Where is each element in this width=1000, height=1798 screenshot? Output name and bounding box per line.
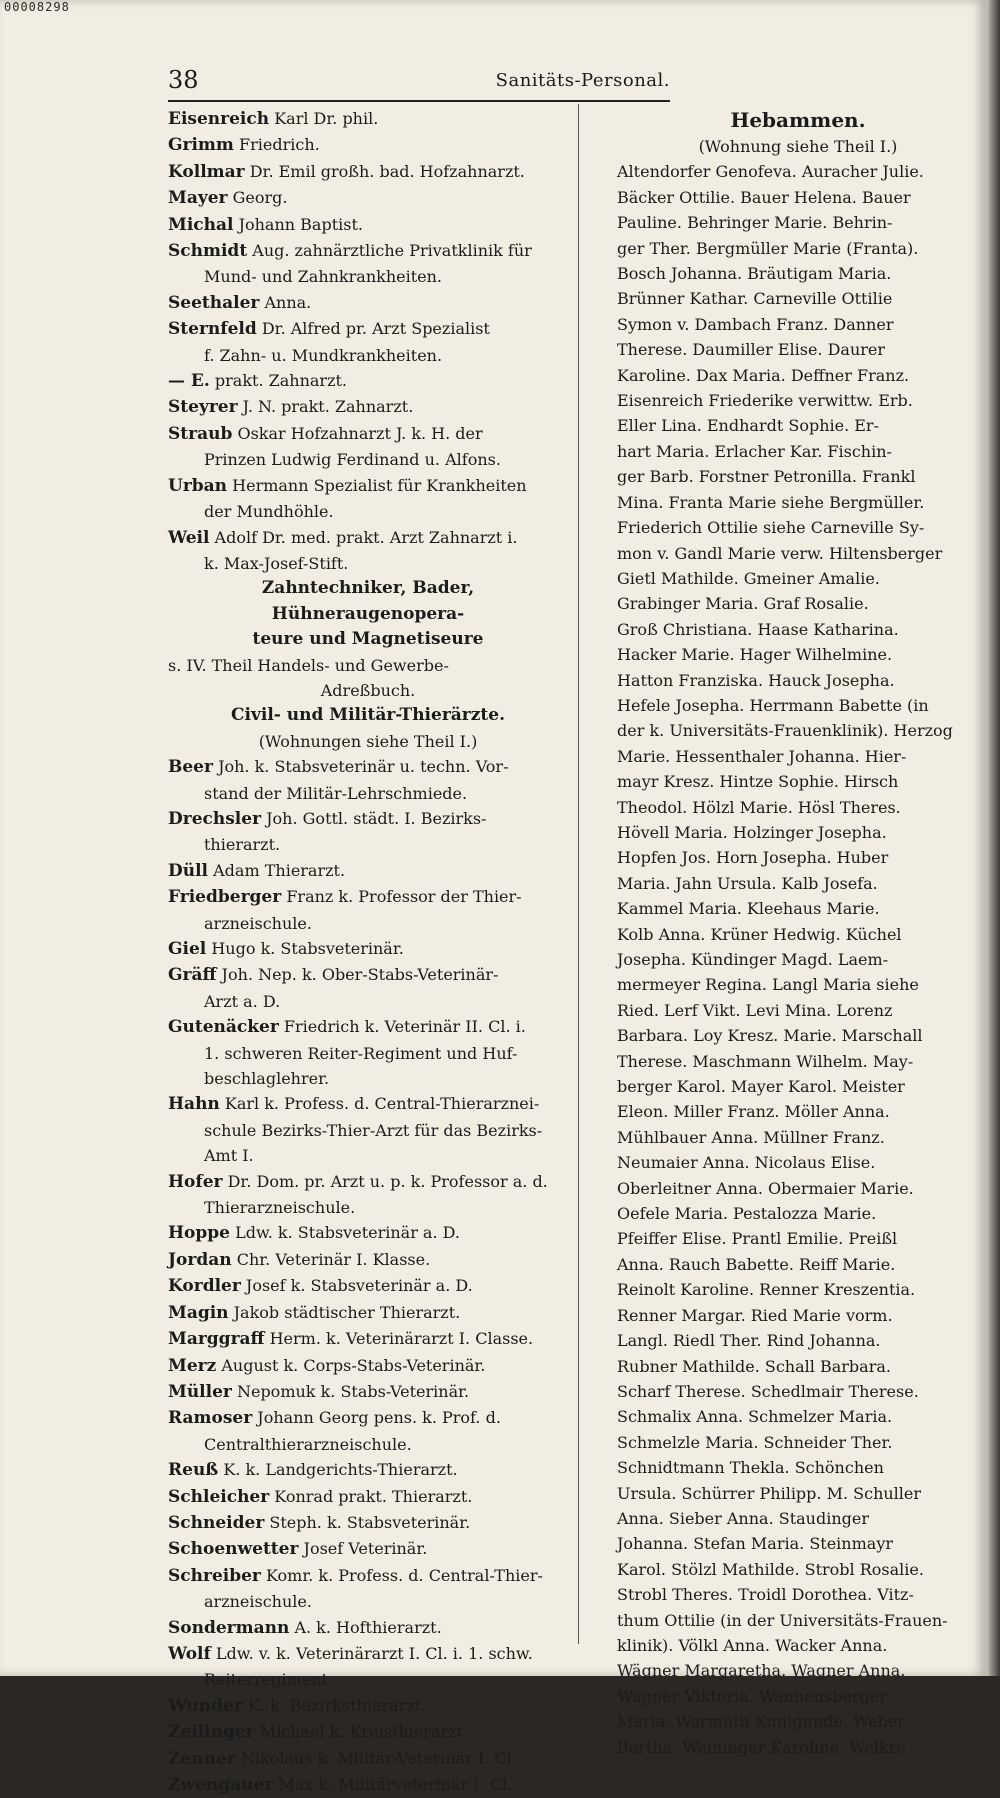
- directory-entry: [168, 1169, 568, 1195]
- entry-details: Dr. Dom. pr. Arzt u. p. k. Professor a. d.: [227, 1171, 548, 1191]
- directory-entry: [168, 962, 568, 988]
- directory-entry: [168, 1563, 568, 1589]
- entry-details: Adolf Dr. med. prakt. Arzt Zahnarzt i.: [214, 527, 518, 547]
- directory-entry: [168, 316, 568, 342]
- entry-details: Hermann Spezialist für Krankheiten: [232, 475, 527, 495]
- directory-entry: [168, 212, 568, 238]
- entry-surname: Hoppe: [168, 1223, 230, 1244]
- entry-surname: Weil: [168, 527, 210, 548]
- entry-details: Hugo k. Stabsveterinär.: [211, 939, 404, 958]
- section-heading-tieraerzte: Civil- und Militär-Thierärzte.: [231, 705, 505, 726]
- entry-details: Jakob städtischer Thierarzt.: [233, 1302, 461, 1322]
- section-heading-zahntechniker-cont: teure und Magnetiseure: [252, 629, 484, 650]
- hebammen-line: Karoline. Dax Maria. Deffner Franz.: [617, 365, 910, 385]
- section-note-zahntechniker: s. IV. Theil Handels- und Gewerbe-: [168, 655, 449, 675]
- hebammen-line: Johanna. Stefan Maria. Steinmayr: [617, 1534, 893, 1554]
- entry-surname: Marggraff: [168, 1329, 265, 1350]
- entry-details: J. N. prakt. Zahnarzt.: [242, 397, 414, 417]
- entry-details: Ldw. v. k. Veterinärarzt I. Cl. i. 1. schw.: [215, 1643, 533, 1663]
- entry-continuation: Centralthierarzneischule.: [204, 1434, 412, 1454]
- hebammen-line: Josepha. Kündinger Magd. Laem-: [617, 950, 889, 969]
- directory-entry: [168, 1273, 568, 1299]
- hebammen-line: der k. Universitäts-Frauenklinik). Herzog: [617, 721, 953, 741]
- directory-entry: [168, 1457, 568, 1483]
- hebammen-line: Oberleitner Anna. Obermaier Marie.: [617, 1178, 914, 1198]
- entry-surname: Magin: [168, 1302, 229, 1323]
- directory-entry: [168, 1326, 568, 1352]
- entry-details: Dr. Emil großh. bad. Hofzahnarzt.: [249, 161, 525, 181]
- entry-surname: Schneider: [168, 1512, 265, 1533]
- hebammen-line: Friederich Ottilie siehe Carneville Sy-: [617, 518, 925, 538]
- hebammen-line: Neumaier Anna. Nicolaus Elise.: [617, 1153, 876, 1173]
- hebammen-line: Kolb Anna. Krüner Hedwig. Küchel: [617, 924, 902, 944]
- entry-surname: Gutenäcker: [168, 1017, 279, 1038]
- directory-entry: [168, 1772, 568, 1798]
- entry-surname: — E.: [168, 371, 210, 392]
- hebammen-line: Groß Christiana. Haase Katharina.: [617, 619, 899, 639]
- tieraerzte-list: [168, 754, 568, 1798]
- hebammen-line: Renner Margar. Ried Marie vorm.: [617, 1305, 893, 1325]
- directory-entry: [168, 1220, 568, 1246]
- hebammen-line: mon v. Gandl Marie verw. Hiltensberger: [617, 543, 943, 563]
- hebammen-line: Wagner Viktoria. Wannensberger: [617, 1686, 887, 1706]
- hebammen-line: Marie. Hessenthaler Johanna. Hier-: [617, 746, 907, 766]
- directory-entry: [168, 473, 568, 499]
- entry-surname: Mayer: [168, 188, 228, 209]
- entry-details: Anna.: [264, 292, 312, 312]
- hebammen-line: Kammel Maria. Kleehaus Marie.: [617, 899, 880, 919]
- entry-surname: Kollmar: [168, 161, 245, 182]
- hebammen-line: Altendorfer Genofeva. Auracher Julie.: [617, 162, 924, 182]
- directory-entry: [168, 159, 568, 185]
- hebammen-line: Bertha. Weininger Karoline. Welkre: [617, 1737, 906, 1757]
- entry-continuation: Mund- und Zahnkrankheiten.: [204, 267, 442, 287]
- scan-id: 00008298: [4, 0, 70, 14]
- entry-details: Steph. k. Stabsveterinär.: [269, 1512, 471, 1532]
- column-separator: [578, 104, 579, 1644]
- hebammen-line: Therese. Daumiller Elise. Daurer: [617, 340, 886, 360]
- hebammen-line: Wägner Margaretha. Wagner Anna.: [617, 1661, 906, 1681]
- hebammen-line: Hatton Franziska. Hauck Josepha.: [617, 670, 895, 690]
- hebammen-line: Gietl Mathilde. Gmeiner Amalie.: [617, 568, 880, 588]
- hebammen-line: Karol. Stölzl Mathilde. Strobl Rosalie.: [617, 1559, 924, 1579]
- entry-continuation: Thierarzneischule.: [204, 1198, 356, 1218]
- hebammen-line: Mina. Franta Marie siehe Bergmüller.: [617, 492, 925, 512]
- hebammen-line: klinik). Völkl Anna. Wacker Anna.: [617, 1635, 888, 1655]
- hebammen-line: Schnidtmann Thekla. Schönchen: [617, 1458, 884, 1478]
- page-number: 38: [168, 66, 199, 94]
- entry-surname: Hofer: [168, 1171, 223, 1192]
- hebammen-line: thum Ottilie (in der Universitäts-Frauen-: [617, 1610, 948, 1630]
- hebammen-line: berger Karol. Mayer Karol. Meister: [617, 1077, 905, 1097]
- directory-entry: [168, 1405, 568, 1431]
- entry-surname: Hahn: [168, 1094, 220, 1115]
- entry-surname: Urban: [168, 475, 228, 496]
- hebammen-line: ger Ther. Bergmüller Marie (Franta).: [617, 238, 919, 258]
- entry-continuation: der Mundhöhle.: [204, 502, 334, 522]
- directory-entry: [168, 1353, 568, 1379]
- left-column: [168, 106, 568, 1798]
- entry-details: Franz k. Professor der Thier-: [286, 887, 522, 907]
- page-edge: [986, 0, 1000, 1676]
- directory-entry: [168, 368, 568, 394]
- running-title: Sanitäts-Personal.: [495, 70, 670, 91]
- entry-details: Joh. Gottl. städt. I. Bezirks-: [266, 808, 487, 828]
- entry-continuation: beschlaglehrer.: [204, 1069, 330, 1089]
- hebammen-line: mayr Kresz. Hintze Sophie. Hirsch: [617, 772, 899, 792]
- entry-surname: Müller: [168, 1381, 232, 1402]
- entry-continuation: 1. schweren Reiter-Regiment und Huf-: [204, 1043, 518, 1063]
- section-note-tieraerzte: (Wohnungen siehe Theil I.): [258, 731, 478, 751]
- directory-entry: [168, 132, 568, 158]
- entry-details: Max k. Militärveterinär I. Cl.: [278, 1775, 513, 1794]
- hebammen-line: Pauline. Behringer Marie. Behrin-: [617, 213, 893, 233]
- directory-entry: [168, 525, 568, 551]
- hebammen-line: Anna. Sieber Anna. Staudinger: [617, 1508, 869, 1528]
- directory-entry: [168, 421, 568, 447]
- entry-surname: Merz: [168, 1355, 217, 1376]
- hebammen-line: Barbara. Loy Kresz. Marie. Marschall: [617, 1026, 923, 1046]
- hebammen-line: Eleon. Miller Franz. Möller Anna.: [617, 1102, 890, 1122]
- entry-details: Dr. Alfred pr. Arzt Spezialist: [261, 319, 490, 339]
- directory-entry: [168, 1484, 568, 1510]
- hebammen-line: Reinolt Karoline. Renner Kreszentia.: [617, 1280, 916, 1300]
- entry-surname: Straub: [168, 423, 233, 444]
- entry-details: Johann Georg pens. k. Prof. d.: [257, 1408, 501, 1428]
- directory-entry: [168, 185, 568, 211]
- hebammen-line: Bäcker Ottilie. Bauer Helena. Bauer: [617, 187, 911, 207]
- hebammen-line: Langl. Riedl Ther. Rind Johanna.: [617, 1331, 881, 1351]
- entry-details: August k. Corps-Stabs-Veterinär.: [221, 1355, 486, 1375]
- entry-details: Johann Baptist.: [238, 214, 363, 234]
- directory-entry: [168, 754, 568, 780]
- hebammen-line: Strobl Theres. Troidl Dorothea. Vitz-: [617, 1585, 914, 1605]
- section-note-zahntechniker-cont: Adreßbuch.: [320, 680, 416, 700]
- section-heading-hebammen: Hebammen.: [730, 108, 866, 132]
- section-heading-zahntechniker: Zahntechniker, Bader, Hühneraugenopera-: [261, 578, 475, 624]
- directory-entry: [168, 1536, 568, 1562]
- entry-surname: Schoenwetter: [168, 1539, 299, 1560]
- entry-surname: Sternfeld: [168, 319, 257, 340]
- entry-details: prakt. Zahnarzt.: [214, 371, 348, 391]
- directory-entry: [168, 1693, 568, 1719]
- entry-surname: Eisenreich: [168, 109, 270, 129]
- entry-details: Georg.: [232, 188, 288, 208]
- hebammen-list: [617, 159, 979, 1760]
- directory-entry: [168, 1091, 568, 1117]
- entry-details: Joh. Nep. k. Ober-Stabs-Veterinär-: [221, 965, 499, 985]
- hebammen-line: Hacker Marie. Hager Wilhelmine.: [617, 645, 893, 665]
- entry-surname: Wunder: [168, 1695, 243, 1716]
- directory-entry: [168, 1746, 568, 1772]
- entry-continuation: arzneischule.: [204, 1592, 312, 1612]
- header-rule: [168, 100, 670, 102]
- entry-details: Josef Veterinär.: [303, 1539, 428, 1559]
- entry-surname: Grimm: [168, 135, 234, 156]
- entry-surname: Schmidt: [168, 241, 248, 262]
- entry-details: Konrad prakt. Thierarzt.: [274, 1486, 473, 1506]
- directory-entry: [168, 806, 568, 832]
- hebammen-line: Rubner Mathilde. Schall Barbara.: [617, 1356, 891, 1376]
- entry-surname: Michal: [168, 214, 234, 235]
- hebammen-line: hart Maria. Erlacher Kar. Fischin-: [617, 441, 892, 461]
- entry-continuation: thierarzt.: [204, 835, 281, 855]
- entry-details: Oskar Hofzahnarzt J. k. H. der: [237, 423, 483, 443]
- entry-continuation: Arzt a. D.: [204, 991, 281, 1011]
- entry-continuation: stand der Militär-Lehrschmiede.: [204, 783, 468, 803]
- entry-surname: Steyrer: [168, 397, 238, 418]
- hebammen-line: Grabinger Maria. Graf Rosalie.: [617, 594, 869, 614]
- entry-continuation: Reiterregiment.: [204, 1670, 334, 1690]
- hebammen-line: Brünner Kathar. Carneville Ottilie: [617, 289, 893, 309]
- hebammen-line: Therese. Maschmann Wilhelm. May-: [617, 1051, 914, 1071]
- directory-entry: [168, 1300, 568, 1326]
- hebammen-line: mermeyer Regina. Langl Maria siehe: [617, 975, 919, 995]
- entry-surname: Beer: [168, 757, 213, 778]
- hebammen-line: Bosch Johanna. Bräutigam Maria.: [617, 264, 892, 284]
- hebammen-line: Ried. Lerf Vikt. Levi Mina. Lorenz: [617, 1000, 893, 1020]
- entry-surname: Kordler: [168, 1276, 241, 1297]
- entry-surname: Friedberger: [168, 887, 282, 908]
- entry-details: Michael k. Kreisthierarzt.: [259, 1722, 469, 1742]
- directory-entry: [168, 1641, 568, 1667]
- entry-details: Karl k. Profess. d. Central-Thierarznei-: [224, 1094, 540, 1114]
- entry-details: Nepomuk k. Stabs-Veterinär.: [236, 1381, 470, 1401]
- entry-continuation: f. Zahn- u. Mundkrankheiten.: [204, 345, 443, 365]
- entry-surname: Seethaler: [168, 292, 260, 313]
- zahnaerzte-list: [168, 106, 568, 576]
- directory-entry: [168, 238, 568, 264]
- entry-details: Komr. k. Profess. d. Central-Thier-: [265, 1565, 543, 1585]
- entry-surname: Schleicher: [168, 1486, 270, 1507]
- hebammen-line: Eisenreich Friederike verwittw. Erb.: [617, 391, 913, 411]
- entry-details: K. k. Bezirksthierarzt.: [247, 1695, 427, 1715]
- entry-details: Herm. k. Veterinärarzt I. Classe.: [269, 1329, 534, 1349]
- entry-details: Karl Dr. phil.: [274, 109, 379, 128]
- entry-continuation: schule Bezirks-Thier-Arzt für das Bezirks-: [204, 1120, 543, 1140]
- hebammen-line: Scharf Therese. Schedlmair Therese.: [617, 1381, 919, 1401]
- entry-surname: Schreiber: [168, 1565, 261, 1586]
- hebammen-line: ger Barb. Forstner Petronilla. Frankl: [617, 467, 916, 487]
- entry-surname: Zeilinger: [168, 1722, 255, 1743]
- entry-details: Ldw. k. Stabsveterinär a. D.: [235, 1223, 460, 1243]
- entry-surname: Jordan: [168, 1249, 232, 1270]
- hebammen-line: Hövell Maria. Holzinger Josepha.: [617, 822, 887, 842]
- entry-details: Adam Thierarzt.: [213, 860, 346, 880]
- hebammen-line: Schmelzle Maria. Schneider Ther.: [617, 1432, 893, 1452]
- entry-continuation: arzneischule.: [204, 913, 312, 933]
- hebammen-line: Maria. Jahn Ursula. Kalb Josefa.: [617, 873, 878, 893]
- entry-details: Friedrich k. Veterinär II. Cl. i.: [283, 1017, 526, 1037]
- entry-surname: Düll: [168, 860, 209, 881]
- directory-entry: [168, 1379, 568, 1405]
- hebammen-line: Anna. Rauch Babette. Reiff Marie.: [617, 1254, 896, 1274]
- page-header: [168, 66, 670, 96]
- entry-surname: Zenner: [168, 1748, 236, 1769]
- entry-surname: Gräff: [168, 965, 217, 986]
- directory-entry: [168, 1510, 568, 1536]
- entry-details: Friedrich.: [239, 135, 320, 155]
- hebammen-line: Mühlbauer Anna. Müllner Franz.: [617, 1127, 885, 1147]
- entry-surname: Zwengauer: [168, 1775, 274, 1795]
- hebammen-line: Ursula. Schürrer Philipp. M. Schuller: [617, 1483, 922, 1503]
- hebammen-line: Schmalix Anna. Schmelzer Maria.: [617, 1407, 893, 1427]
- entry-details: Aug. zahnärztliche Privatklinik für: [252, 241, 532, 261]
- entry-details: K. k. Landgerichts-Thierarzt.: [223, 1460, 458, 1480]
- hebammen-line: Pfeiffer Elise. Prantl Emilie. Preißl: [617, 1229, 898, 1249]
- hebammen-line: Oefele Maria. Pestalozza Marie.: [617, 1204, 877, 1224]
- directory-entry: [168, 1014, 568, 1040]
- entry-continuation: Prinzen Ludwig Ferdinand u. Alfons.: [204, 450, 501, 470]
- entry-surname: Ramoser: [168, 1408, 253, 1429]
- entry-continuation: Amt I.: [204, 1146, 254, 1166]
- entry-details: Joh. k. Stabsveterinär u. techn. Vor-: [218, 757, 509, 777]
- directory-entry: [168, 290, 568, 316]
- hebammen-line: Symon v. Dambach Franz. Danner: [617, 314, 894, 334]
- right-column: [617, 106, 979, 1760]
- directory-entry: [168, 1247, 568, 1273]
- entry-surname: Drechsler: [168, 808, 262, 829]
- hebammen-line: Hefele Josepha. Herrmann Babette (in: [617, 695, 929, 715]
- hebammen-line: Maria. Warmuth Kunigunde. Weber: [617, 1712, 905, 1732]
- directory-entry: [168, 884, 568, 910]
- directory-entry: [168, 1719, 568, 1745]
- section-note-hebammen: (Wohnung siehe Theil I.): [698, 137, 898, 156]
- directory-entry: [168, 106, 568, 132]
- entry-surname: Wolf: [168, 1643, 211, 1664]
- entry-details: A. k. Hofthierarzt.: [294, 1617, 442, 1637]
- entry-surname: Giel: [168, 939, 207, 959]
- entry-details: Nikolaus k. Militär-Veterinär I. Cl.: [240, 1748, 517, 1768]
- entry-surname: Reuß: [168, 1460, 219, 1481]
- directory-entry: [168, 1615, 568, 1641]
- directory-entry: [168, 858, 568, 884]
- hebammen-line: Eller Lina. Endhardt Sophie. Er-: [617, 416, 879, 436]
- entry-details: Josef k. Stabsveterinär a. D.: [245, 1276, 473, 1296]
- entry-details: Chr. Veterinär I. Klasse.: [236, 1249, 431, 1269]
- directory-entry: [168, 936, 568, 962]
- entry-continuation: k. Max-Josef-Stift.: [204, 553, 349, 573]
- hebammen-line: Theodol. Hölzl Marie. Hösl Theres.: [617, 797, 901, 817]
- directory-entry: [168, 394, 568, 420]
- hebammen-line: Hopfen Jos. Horn Josepha. Huber: [617, 848, 889, 868]
- entry-surname: Sondermann: [168, 1617, 290, 1638]
